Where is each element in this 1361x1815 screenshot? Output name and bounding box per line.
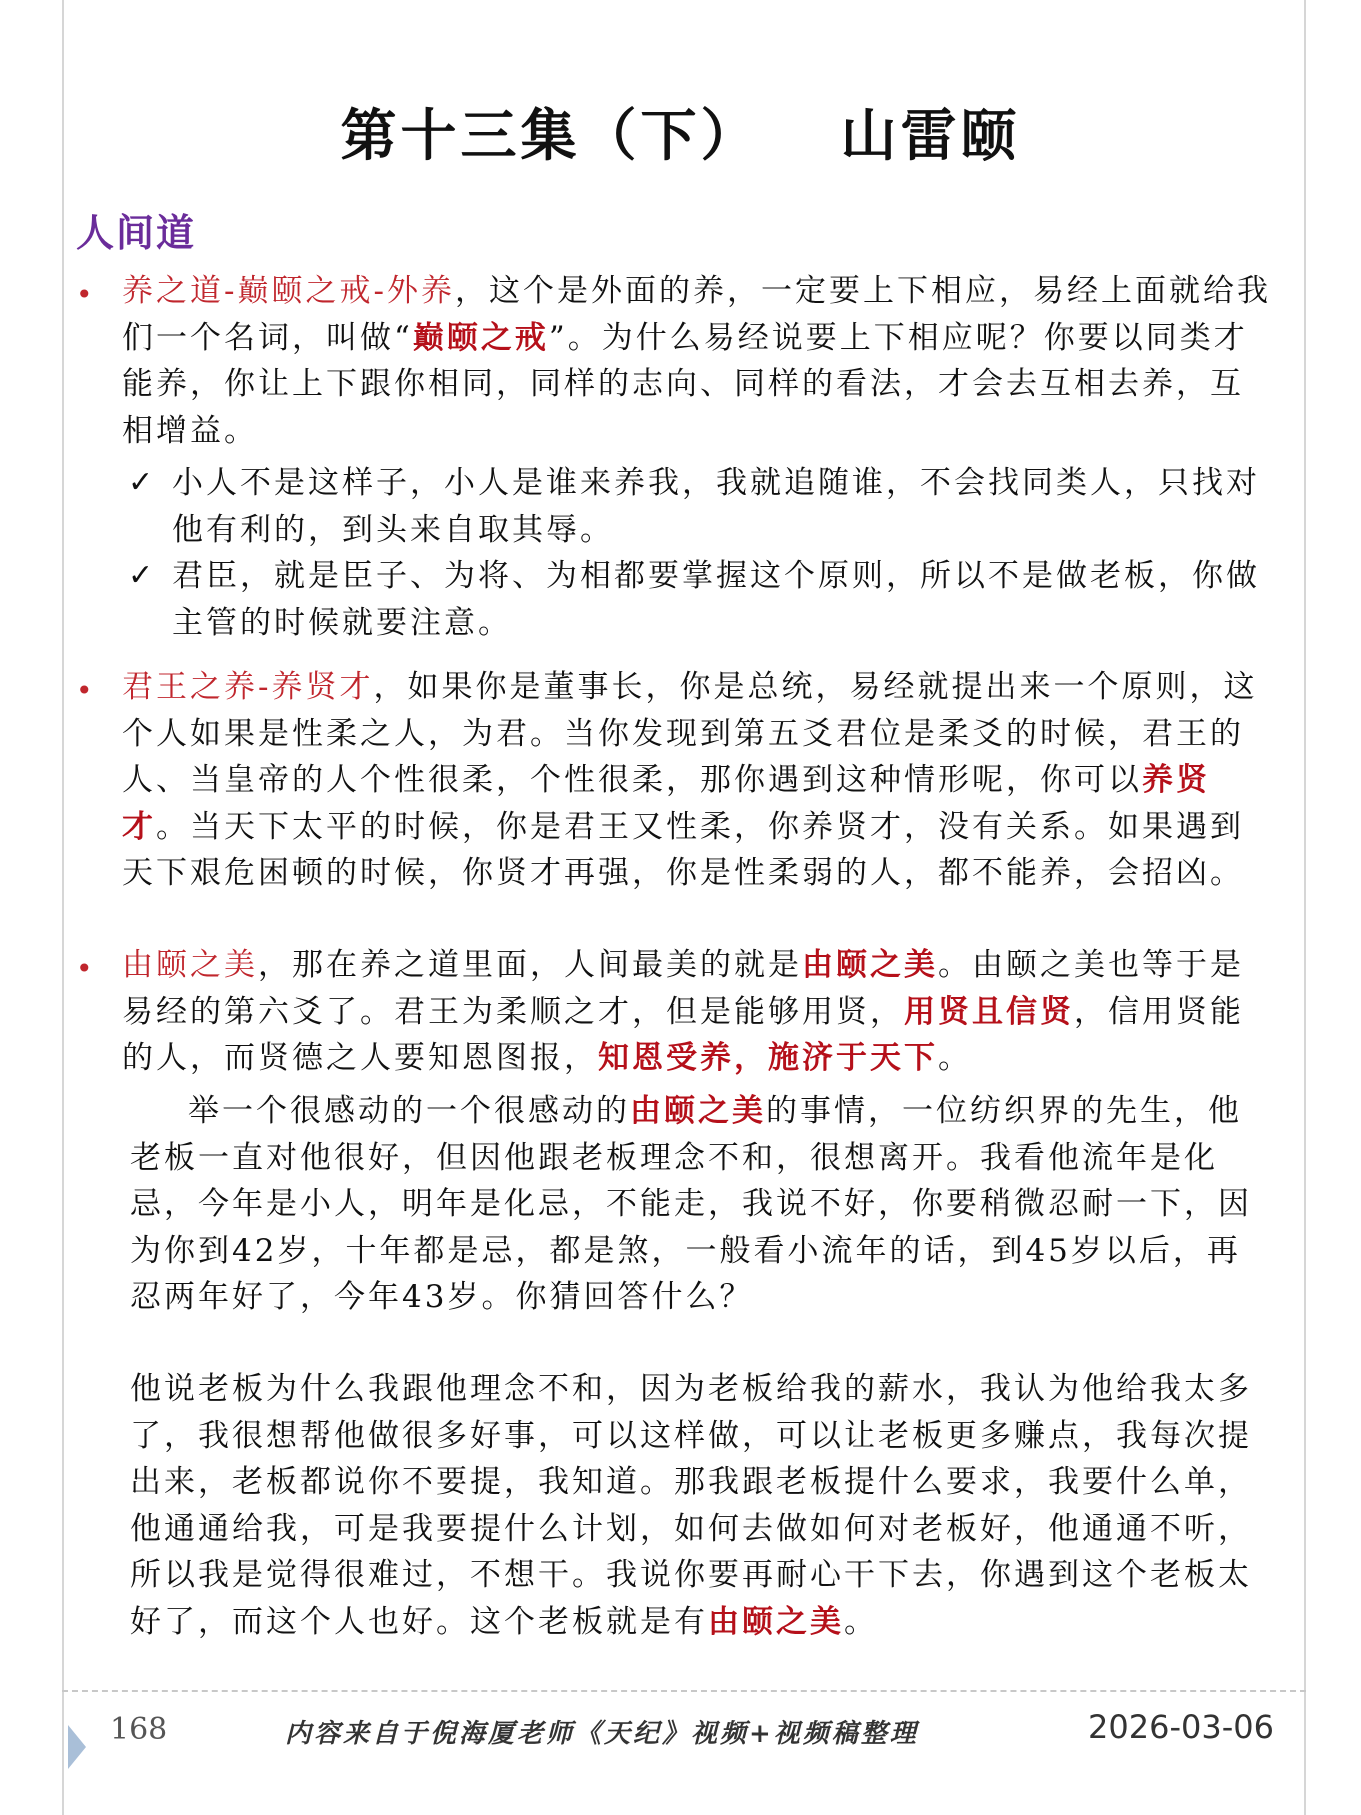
bullet-marker: • [76, 952, 93, 985]
section-heading: 人间道 [76, 211, 197, 255]
highlight: 养贤才 [122, 762, 1210, 845]
highlight: 用贤且信贤 [904, 993, 1074, 1030]
bullet-marker: • [76, 674, 93, 707]
story-paragraph: 举一个很感动的一个很感动的由颐之美的事情，一位纺织界的先生，他老板一直对他很好，但因他跟老板理念不和，很想离开。我看他流年是化忌，今年是小人，明年是化忌，不能走，我说不好，你要稍微忍耐一下，因为你到42岁，十年都是忌，都是煞，一般看小流年的话，到45岁以后，再忍两年好了，今年43岁。你猜回答什么？ [130, 1093, 1252, 1315]
check-item-2: 君臣，就是臣子、为将、为相都要掌握这个原则，所以不是做老板，你做主管的时候就要注意。 [172, 558, 1260, 641]
footer-divider [62, 1690, 1306, 1692]
bullet-label: 养之道-巅颐之戒-外养 [122, 273, 455, 309]
check-icon: ✓ [128, 558, 154, 593]
bullet-marker: • [76, 278, 93, 311]
footer-date: 2026-03-06 [1088, 1708, 1274, 1746]
bullet-paragraph-3: 由颐之美，那在养之道里面，人间最美的就是由颐之美。由颐之美也等于是易经的第六爻了。君王为柔顺之才，但是能够用贤，用贤且信贤，信用贤能的人，而贤德之人要知恩图报，知恩受养，施济于天下。 [122, 947, 1244, 1076]
bullet-label: 君王之养-养贤才 [122, 669, 374, 705]
bullet-paragraph-2: 君王之养-养贤才，如果你是董事长，你是总统，易经就提出来一个原则，这个人如果是性柔之人，为君。当你发现到第五爻君位是柔爻的时候，君王的人、当皇帝的人个性很柔，个性很柔，那你遇到这种情形呢，你可以养贤才。当天下太平的时候，你是君王又性柔，你养贤才，没有关系。如果遇到天下艰危困顿的时候，你贤才再强，你是性柔弱的人，都不能养，会招凶。 [122, 669, 1258, 891]
story-reply-paragraph: 他说老板为什么我跟他理念不和，因为老板给我的薪水，我认为他给我太多了，我很想帮他做很多好事，可以这样做，可以让老板更多赚点，我每次提出来，老板都说你不要提，我知道。那我跟老板提什么要求，我要什么单，他通通给我，可是我要提什么计划，如何去做如何对老板好，他通通不听，所以我是觉得很难过，不想干。我说你要再耐心干下去，你遇到这个老板太好了，而这个人也好。这个老板就是有由颐之美。 [130, 1371, 1252, 1640]
triangle-icon [68, 1725, 86, 1769]
bullet-label: 由颐之美 [122, 947, 258, 983]
title-hexagram: 山雷颐 [840, 104, 1021, 169]
page-title [0, 92, 1361, 172]
highlight: 知恩受养，施济于天下 [598, 1040, 938, 1076]
highlight: 巅颐之戒 [412, 319, 549, 356]
highlight: 由颐之美 [630, 1093, 766, 1129]
page-number: 168 [110, 1712, 168, 1747]
highlight: 由颐之美 [802, 947, 938, 983]
title-episode: 第十三集（下） [340, 104, 761, 169]
highlight: 由颐之美 [708, 1603, 844, 1640]
check-item-1: 小人不是这样子，小人是谁来养我，我就追随谁，不会找同类人，只找对他有利的，到头来自取其辱。 [172, 465, 1260, 548]
footer-source: 内容来自于倪海厦老师《天纪》视频+视频稿整理 [285, 1719, 919, 1749]
check-icon: ✓ [128, 465, 154, 500]
bullet-paragraph-1: 养之道-巅颐之戒-外养，这个是外面的养，一定要上下相应，易经上面就给我们一个名词，叫做“巅颐之戒”。为什么易经说要上下相应呢？你要以同类才能养，你让上下跟你相同，同样的志向、同样的看法，才会去互相去养，互相增益。 [122, 273, 1271, 449]
